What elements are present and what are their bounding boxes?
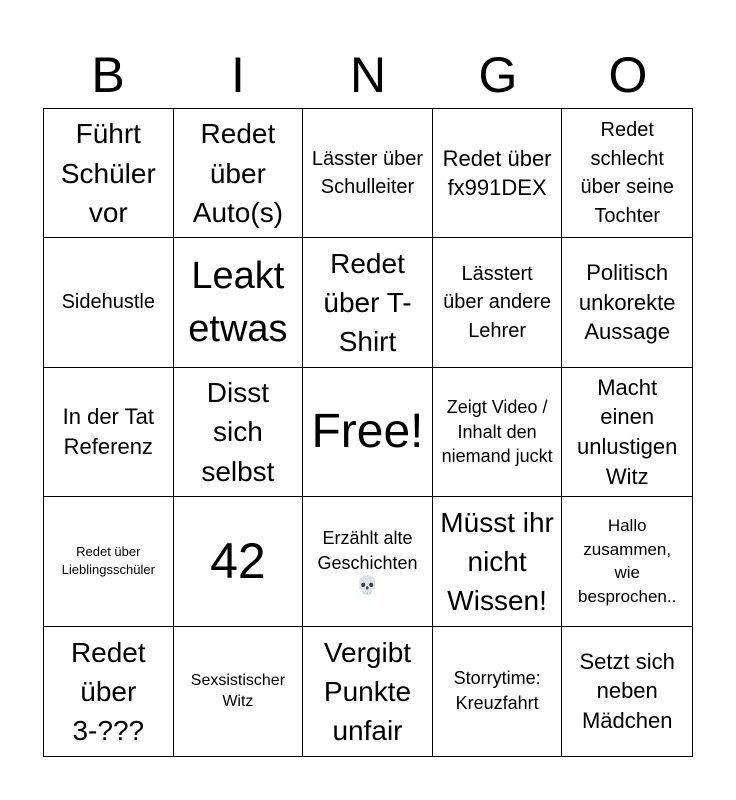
cell-text: 42 <box>210 533 266 590</box>
header-letter-g: G <box>478 47 518 103</box>
bingo-cell[interactable] <box>44 238 174 367</box>
cell-text: Setzt sich neben Mädchen <box>579 648 675 734</box>
cell-text: Redet schlecht über seine Tochter <box>580 119 674 227</box>
header-letter-b: B <box>91 47 125 103</box>
cell-text: Sexsistischer Witz <box>190 671 286 711</box>
bingo-cell[interactable] <box>303 497 433 626</box>
cell-text: Lässtert über andere Lehrer <box>443 263 552 342</box>
bingo-cell[interactable] <box>433 109 563 238</box>
bingo-cell[interactable] <box>562 497 692 626</box>
cell-text: In der Tat Referenz <box>62 404 154 459</box>
bingo-cell[interactable] <box>433 497 563 626</box>
skull-icon: 💀 <box>356 575 379 596</box>
cell-text: Lässter über Schulleiter <box>311 147 424 199</box>
bingo-cell[interactable] <box>174 109 304 238</box>
cell-text: Hallo zusammen, wie besprochen.. <box>578 516 677 606</box>
bingo-cell[interactable] <box>174 627 304 756</box>
free-space: Free! <box>311 404 424 458</box>
cell-text: Führt Schüler vor <box>60 118 156 228</box>
bingo-cell[interactable] <box>433 238 563 367</box>
cell-text: Redet über T-Shirt <box>323 247 412 358</box>
bingo-cell[interactable] <box>174 368 304 497</box>
bingo-cell[interactable] <box>562 238 692 367</box>
bingo-cell[interactable] <box>433 368 563 497</box>
bingo-cell[interactable] <box>562 109 692 238</box>
cell-text: Leakt etwas <box>188 255 288 350</box>
bingo-header <box>43 42 693 108</box>
bingo-cell[interactable] <box>303 238 433 367</box>
bingo-cell[interactable] <box>562 627 692 756</box>
cell-text: Politisch unkorekte Aussage <box>578 260 676 345</box>
cell-text: Vergibt Punkte unfair <box>323 636 412 746</box>
bingo-cell[interactable] <box>44 368 174 497</box>
cell-text: Erzählt alte Geschichten <box>317 528 418 573</box>
bingo-board <box>43 108 693 757</box>
bingo-cell[interactable] <box>433 627 563 756</box>
cell-text: Macht einen unlustigen Witz <box>577 374 678 489</box>
bingo-cell[interactable] <box>44 497 174 626</box>
cell-text: Sidehustle <box>61 291 155 314</box>
cell-text: Müsst ihr nicht Wissen! <box>440 506 554 616</box>
cell-text: Zeigt Video / Inhalt den niemand juckt <box>441 396 553 467</box>
header-letter-n: N <box>349 47 387 103</box>
cell-text: Redet über Lieblingsschüler <box>61 544 155 578</box>
bingo-cell[interactable] <box>174 238 304 367</box>
cell-text: Disst sich selbst <box>201 377 275 487</box>
bingo-cell[interactable] <box>303 627 433 756</box>
bingo-cell[interactable] <box>174 497 304 626</box>
bingo-cell[interactable] <box>303 109 433 238</box>
bingo-cell[interactable] <box>562 368 692 497</box>
cell-text: Storrytime: Kreuzfahrt <box>453 668 541 714</box>
header-letter-i: I <box>231 47 245 103</box>
header-letter-o: O <box>608 47 648 103</box>
bingo-cell[interactable] <box>44 627 174 756</box>
cell-content <box>309 526 426 596</box>
cell-text: Redet über Auto(s) <box>192 118 284 228</box>
cell-text: Redet über 3-??? <box>70 636 146 746</box>
bingo-cell[interactable] <box>44 109 174 238</box>
cell-text: Redet über fx991DEX <box>442 145 552 201</box>
bingo-cell[interactable] <box>303 368 433 497</box>
